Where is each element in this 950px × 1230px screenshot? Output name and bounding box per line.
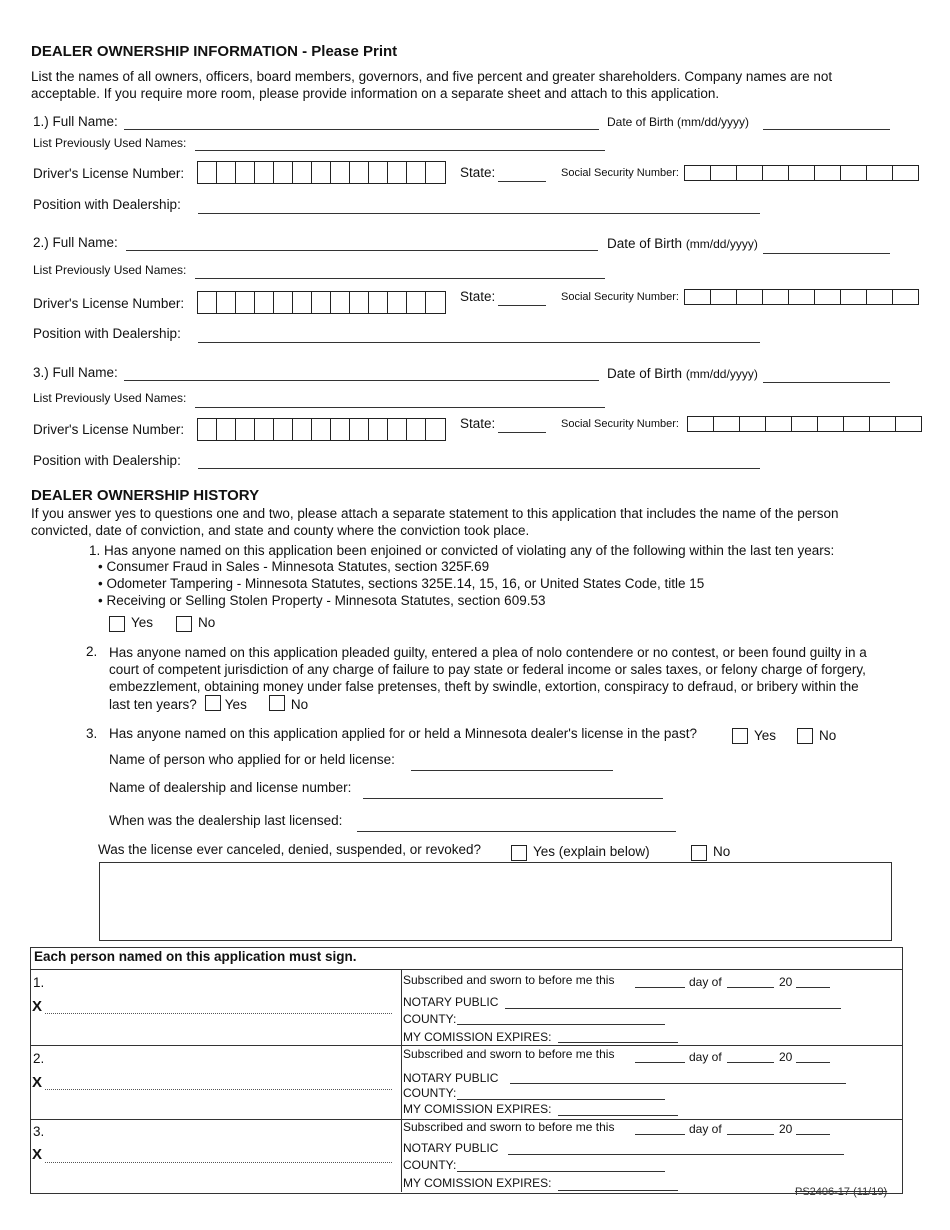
q1-yes-label: Yes xyxy=(131,615,154,630)
person-3-ssn-label: Social Security Number: xyxy=(561,418,679,430)
person-2-ssn-boxes[interactable] xyxy=(684,289,919,305)
sworn-2-day-field[interactable] xyxy=(635,1062,685,1063)
person-2-full-name-field[interactable] xyxy=(126,250,598,251)
q2-yes-label: Yes xyxy=(224,697,247,712)
county-2-label: COUNTY: xyxy=(403,1086,457,1100)
person-3-ssn-boxes[interactable] xyxy=(687,416,922,432)
person-1-dob-field[interactable] xyxy=(763,129,890,130)
sworn-1-month-field[interactable] xyxy=(727,987,774,988)
signer-1-number: 1. xyxy=(33,975,45,990)
revoked-yes-checkbox[interactable] xyxy=(511,845,527,861)
notary-3-label: NOTARY PUBLIC xyxy=(403,1141,499,1155)
q3-no-checkbox[interactable] xyxy=(797,728,813,744)
expires-1-label: MY COMISSION EXPIRES: xyxy=(403,1030,552,1044)
q3-name-field[interactable] xyxy=(411,770,613,771)
signer-1-signature-line[interactable] xyxy=(45,1013,392,1014)
sworn-3-month-field[interactable] xyxy=(727,1134,774,1135)
signature-row-divider-1 xyxy=(30,1045,902,1046)
form-id: PS2406-17 (11/19) xyxy=(795,1186,888,1198)
q3-revoked-question: Was the license ever canceled, denied, suspended, or revoked? xyxy=(98,842,481,857)
county-3-field[interactable] xyxy=(457,1171,665,1172)
q3-no-label: No xyxy=(819,728,837,743)
person-2-state-field[interactable] xyxy=(498,305,546,306)
person-3-state-field[interactable] xyxy=(498,432,546,433)
question-2: Has anyone named on this application pleaded guilty, entered a plea of nolo contendere or no contest, or been found guilty in a court of competent jurisdiction of any charge of failure to pay state or federal income or sales taxes, or felony charge of forgery, embezzlement, obtaining money under false pretenses, theft by swindle, extortion, conspiracy to defraud, or bribery within the last ten years? Yes No xyxy=(109,645,867,712)
sworn-3-text: Subscribed and sworn to before me this xyxy=(403,1120,615,1134)
person-1-dob-label: Date of Birth (mm/dd/yyyy) xyxy=(607,115,750,129)
q1-bullet-1: • Consumer Fraud in Sales - Minnesota Statutes, section 325F.69 xyxy=(98,559,490,574)
signer-2-x: X xyxy=(32,1074,43,1091)
sworn-2-year-label: 20 xyxy=(779,1050,793,1064)
sworn-3-year-label: 20 xyxy=(779,1122,793,1136)
sworn-3-day-field[interactable] xyxy=(635,1134,685,1135)
person-1-ssn-boxes[interactable] xyxy=(684,165,919,181)
sworn-2-text: Subscribed and sworn to before me this xyxy=(403,1047,615,1061)
person-1-dl-label: Driver's License Number: xyxy=(33,166,185,181)
person-2-state-label: State: xyxy=(460,289,496,304)
person-1-position-field[interactable] xyxy=(198,213,760,214)
person-2-prev-names-label: List Previously Used Names: xyxy=(33,263,187,277)
q3-name-label: Name of person who applied for or held license: xyxy=(109,752,395,767)
q1-bullet-2: • Odometer Tampering - Minnesota Statutes, sections 325E.14, 15, 16, or United States Code, title 15 xyxy=(98,576,705,591)
expires-2-field[interactable] xyxy=(558,1115,678,1116)
signer-3-signature-line[interactable] xyxy=(45,1162,392,1163)
notary-2-field[interactable] xyxy=(510,1083,846,1084)
sworn-3-year-field[interactable] xyxy=(796,1134,830,1135)
person-1-full-name-field[interactable] xyxy=(124,129,599,130)
county-3-label: COUNTY: xyxy=(403,1158,457,1172)
sworn-2-day-of: day of xyxy=(689,1050,722,1064)
question-3-number: 3. xyxy=(86,726,98,741)
explanation-box[interactable] xyxy=(99,862,892,941)
person-3-full-name-label: 3.) Full Name: xyxy=(33,365,118,380)
expires-3-label: MY COMISSION EXPIRES: xyxy=(403,1176,552,1190)
q1-no-checkbox[interactable] xyxy=(176,616,192,632)
question-2-number: 2. xyxy=(86,644,98,659)
sworn-2-month-field[interactable] xyxy=(727,1062,774,1063)
notary-1-field[interactable] xyxy=(505,1008,841,1009)
person-2-position-field[interactable] xyxy=(198,342,760,343)
q3-yes-label: Yes xyxy=(754,728,777,743)
q2-no-checkbox[interactable] xyxy=(269,695,285,711)
sworn-2-year-field[interactable] xyxy=(796,1062,830,1063)
q3-when-field[interactable] xyxy=(357,831,676,832)
sworn-1-year-label: 20 xyxy=(779,975,793,989)
person-3-prev-names-field[interactable] xyxy=(195,407,605,408)
sworn-1-text: Subscribed and sworn to before me this xyxy=(403,973,615,987)
person-1-full-name-label: 1.) Full Name: xyxy=(33,114,118,129)
q2-no-label: No xyxy=(290,697,309,712)
signer-1-x: X xyxy=(32,998,43,1015)
q2-yes-checkbox[interactable] xyxy=(205,695,221,711)
person-3-dob-label: Date of Birth (mm/dd/yyyy) xyxy=(607,366,758,381)
notary-3-field[interactable] xyxy=(508,1154,844,1155)
signer-2-signature-line[interactable] xyxy=(45,1089,392,1090)
sworn-1-day-of: day of xyxy=(689,975,722,989)
section-title-ownership: DEALER OWNERSHIP INFORMATION - Please Print xyxy=(31,43,398,60)
person-3-prev-names-label: List Previously Used Names: xyxy=(33,391,187,405)
signature-column-divider xyxy=(401,970,402,1192)
expires-2-label: MY COMISSION EXPIRES: xyxy=(403,1102,552,1116)
q3-dealer-field[interactable] xyxy=(363,798,663,799)
section-title-history: DEALER OWNERSHIP HISTORY xyxy=(31,487,260,504)
revoked-no-checkbox[interactable] xyxy=(691,845,707,861)
history-intro: If you answer yes to questions one and two, please attach a separate statement to this application that includes the name of the person convicted, date of conviction, and state and county where the conviction took place. xyxy=(31,506,839,538)
person-2-dl-label: Driver's License Number: xyxy=(33,296,185,311)
expires-3-field[interactable] xyxy=(558,1190,678,1191)
person-2-position-label: Position with Dealership: xyxy=(33,326,181,341)
person-3-dob-field[interactable] xyxy=(763,382,890,383)
person-3-dl-boxes[interactable] xyxy=(197,418,446,441)
person-3-position-label: Position with Dealership: xyxy=(33,453,181,468)
revoked-yes-label: Yes (explain below) xyxy=(533,844,650,859)
person-1-state-label: State: xyxy=(460,165,496,180)
q3-when-label: When was the dealership last licensed: xyxy=(109,813,343,828)
person-3-dl-label: Driver's License Number: xyxy=(33,422,185,437)
person-3-position-field[interactable] xyxy=(198,468,760,469)
sworn-1-year-field[interactable] xyxy=(796,987,830,988)
signer-3-x: X xyxy=(32,1146,43,1163)
q3-yes-checkbox[interactable] xyxy=(732,728,748,744)
person-1-ssn-label: Social Security Number: xyxy=(561,167,679,179)
notary-2-label: NOTARY PUBLIC xyxy=(403,1071,499,1085)
person-2-full-name-label: 2.) Full Name: xyxy=(33,235,118,250)
sworn-1-day-field[interactable] xyxy=(635,987,685,988)
person-1-state-field[interactable] xyxy=(498,181,546,182)
person-3-full-name-field[interactable] xyxy=(124,380,599,381)
revoked-no-label: No xyxy=(713,844,731,859)
notary-1-label: NOTARY PUBLIC xyxy=(403,995,499,1009)
county-1-field[interactable] xyxy=(457,1024,665,1025)
signer-3-number: 3. xyxy=(33,1124,45,1139)
county-2-field[interactable] xyxy=(457,1099,665,1100)
person-2-prev-names-field[interactable] xyxy=(195,278,605,279)
signature-header-divider xyxy=(30,969,902,970)
person-3-state-label: State: xyxy=(460,416,496,431)
q1-bullet-3: • Receiving or Selling Stolen Property - Minnesota Statutes, section 609.53 xyxy=(98,593,546,608)
person-2-dob-label: Date of Birth (mm/dd/yyyy) xyxy=(607,236,758,251)
question-3: Has anyone named on this application applied for or held a Minnesota dealer's license in the past? xyxy=(109,726,697,741)
person-1-prev-names-label: List Previously Used Names: xyxy=(33,136,187,150)
person-1-prev-names-field[interactable] xyxy=(195,150,605,151)
q3-dealer-label: Name of dealership and license number: xyxy=(109,780,352,795)
county-1-label: COUNTY: xyxy=(403,1012,457,1026)
question-1: 1. Has anyone named on this application been enjoined or convicted of violating any of the following within the last ten years: xyxy=(89,543,835,558)
ownership-instructions: List the names of all owners, officers, board members, governors, and five percent and greater shareholders. Company names are not acceptable. If you require more room, please provide information on a separate sheet and attach to this application. xyxy=(31,69,833,101)
q1-yes-checkbox[interactable] xyxy=(109,616,125,632)
signature-header: Each person named on this application must sign. xyxy=(34,949,357,964)
person-2-ssn-label: Social Security Number: xyxy=(561,291,679,303)
person-1-dl-boxes[interactable] xyxy=(197,161,446,184)
person-2-dob-field[interactable] xyxy=(763,253,890,254)
expires-1-field[interactable] xyxy=(558,1042,678,1043)
person-1-position-label: Position with Dealership: xyxy=(33,197,181,212)
signer-2-number: 2. xyxy=(33,1051,45,1066)
sworn-3-day-of: day of xyxy=(689,1122,722,1136)
q1-no-label: No xyxy=(198,615,216,630)
person-2-dl-boxes[interactable] xyxy=(197,291,446,314)
